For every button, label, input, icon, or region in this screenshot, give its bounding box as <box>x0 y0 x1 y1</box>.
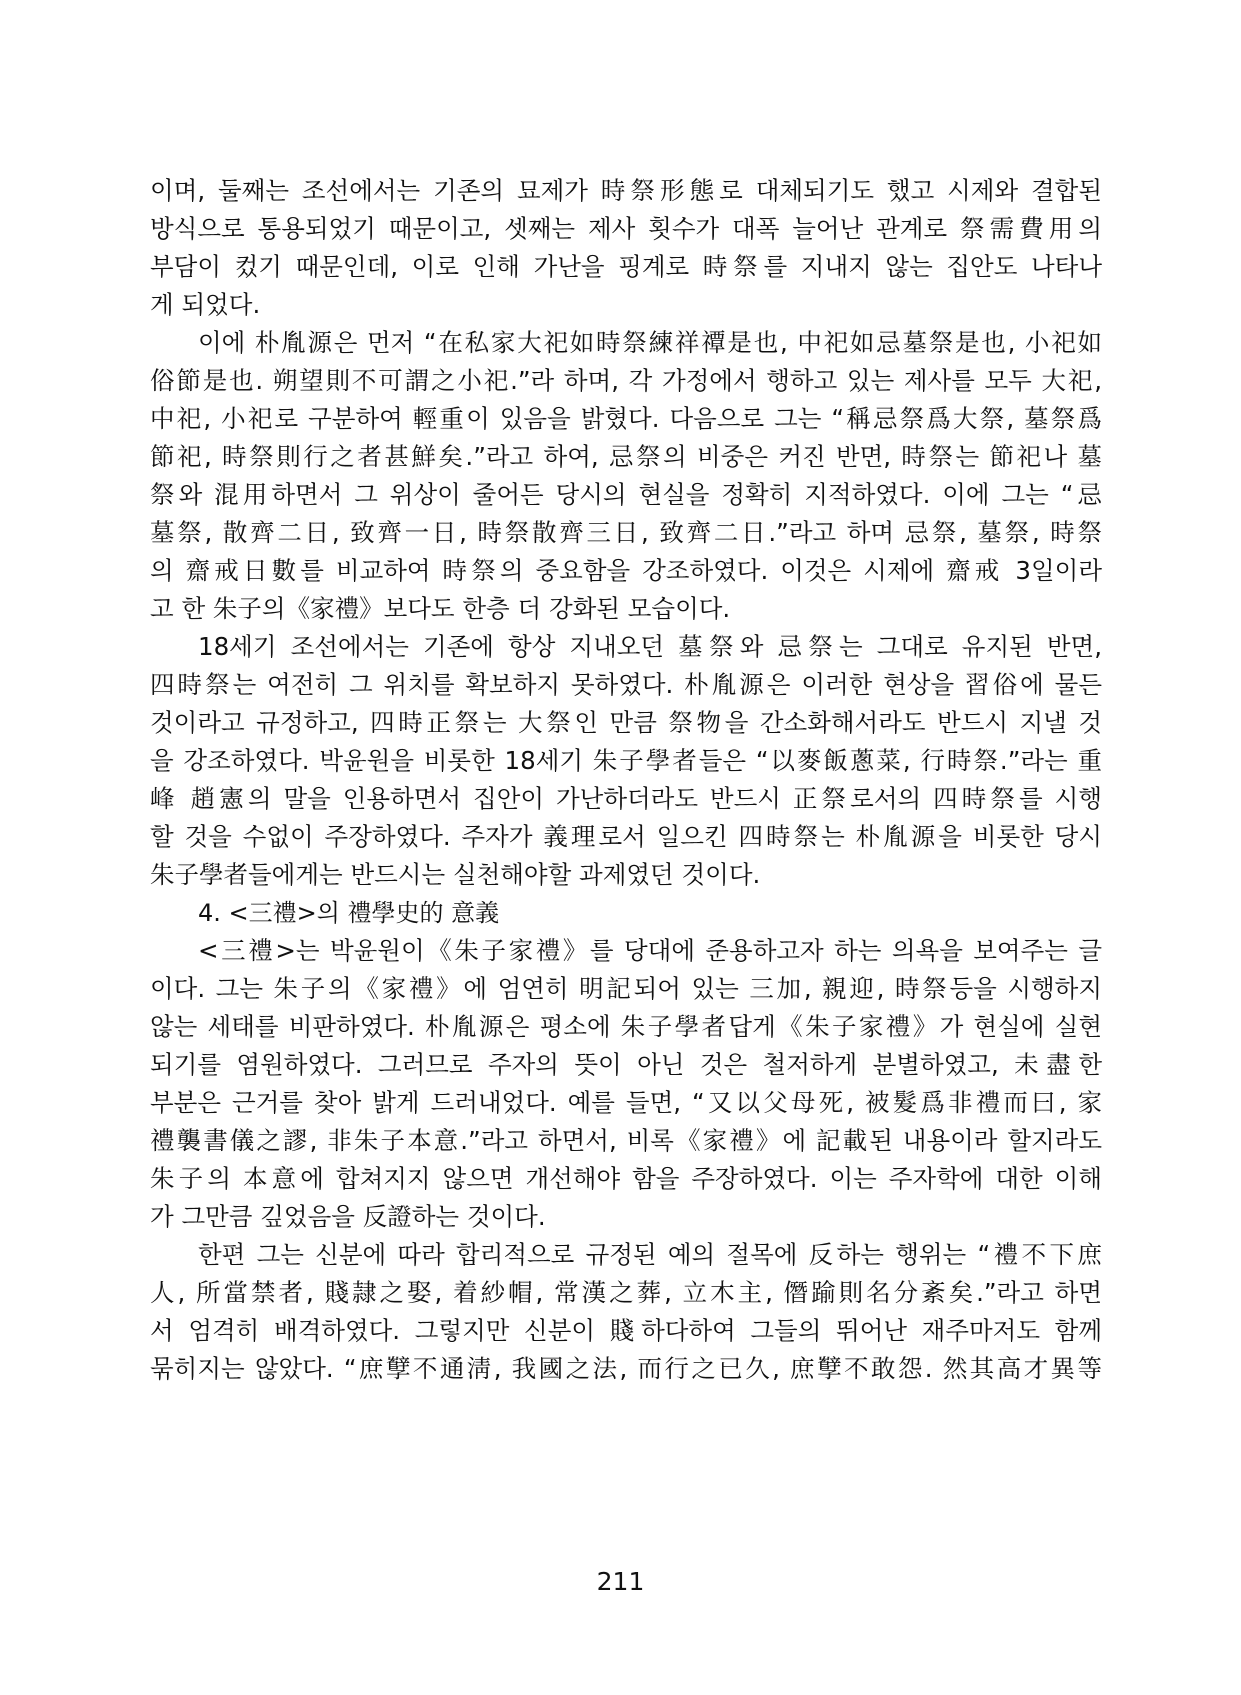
text-line: 않는 세태를 비판하였다. 朴胤源은 평소에 朱子學者답게《朱子家禮》가 현실에 실현 <box>150 1012 1102 1041</box>
text-line: 이다. 그는 朱子의《家禮》에 엄연히 明記되어 있는 三加, 親迎, 時祭등을 시행하지 <box>150 974 1102 1003</box>
text-line: 節祀, 時祭則行之者甚鮮矣.”라고 하여, 忌祭의 비중은 커진 반면, 時祭는 節祀나 墓 <box>150 442 1102 471</box>
text-line: 俗節是也. 朔望則不可謂之小祀.”라 하며, 각 가정에서 행하고 있는 제사를 모두 大祀, <box>150 366 1102 395</box>
document-body <box>150 172 1102 1388</box>
text-line: 것이라고 규정하고, 四時正祭는 大祭인 만큼 祭物을 간소화해서라도 반드시 지낼 것 <box>150 708 1102 737</box>
text-line: 禮襲書儀之謬, 非朱子本意.”라고 하면서, 비록《家禮》에 記載된 내용이라 할지라도 <box>150 1126 1102 1155</box>
text-line: 人, 所當禁者, 賤隷之娶, 着紗帽, 常漢之葬, 立木主, 僭踰則名分紊矣.”라고 하면 <box>150 1278 1102 1307</box>
text-line: 祭와 混用하면서 그 위상이 줄어든 당시의 현실을 정확히 지적하였다. 이에 그는 “忌 <box>150 480 1102 509</box>
text-line: 방식으로 통용되었기 때문이고, 셋째는 제사 횟수가 대폭 늘어난 관계로 祭需費用의 <box>150 214 1102 243</box>
text-line: 朱子學者들에게는 반드시는 실천해야할 과제였던 것이다. <box>150 860 761 889</box>
text-line: 18세기 조선에서는 기존에 항상 지내오던 墓祭와 忌祭는 그대로 유지된 반면, <box>198 632 1102 661</box>
text-line: 中祀, 小祀로 구분하여 輕重이 있음을 밝혔다. 다음으로 그는 “稱忌祭爲大祭, 墓祭爲 <box>150 404 1102 433</box>
text-line: 가 그만큼 깊었음을 反證하는 것이다. <box>150 1202 546 1231</box>
paragraph <box>150 628 1102 894</box>
text-line: 이에 朴胤源은 먼저 “在私家大祀如時祭練祥禫是也, 中祀如忌墓祭是也, 小祀如 <box>198 328 1102 357</box>
text-line: 고 한 朱子의《家禮》보다도 한층 더 강화된 모습이다. <box>150 594 731 623</box>
text-line: 서 엄격히 배격하였다. 그렇지만 신분이 賤하다하여 그들의 뛰어난 재주마저도 함께 <box>150 1316 1102 1345</box>
text-line: 묶히지는 않았다. “庶孼不通淸, 我國之法, 而行之已久, 庶孼不敢怨. 然其高才異等 <box>150 1354 1102 1383</box>
paragraph <box>150 1236 1102 1388</box>
text-line: 墓祭, 散齊二日, 致齊一日, 時祭散齊三日, 致齊二日.”라고 하며 忌祭, 墓祭, 時祭 <box>150 518 1102 547</box>
text-line: 을 강조하였다. 박윤원을 비롯한 18세기 朱子學者들은 “以麥飯蔥菜, 行時祭.”라는 重 <box>150 746 1102 775</box>
text-line: 朱子의 本意에 합쳐지지 않으면 개선해야 함을 주장하였다. 이는 주자학에 대한 이해 <box>150 1164 1102 1193</box>
text-line: 부담이 컸기 때문인데, 이로 인해 가난을 핑계로 時祭를 지내지 않는 집안도 나타나 <box>150 252 1102 281</box>
paragraph <box>150 172 1102 324</box>
text-line: 한편 그는 신분에 따라 합리적으로 규정된 예의 절목에 反하는 행위는 “禮不下庶 <box>198 1240 1102 1269</box>
paragraph <box>150 932 1102 1236</box>
text-line: 峰 趙憲의 말을 인용하면서 집안이 가난하더라도 반드시 正祭로서의 四時祭를 시행 <box>150 784 1102 813</box>
paragraph <box>150 324 1102 628</box>
text-line: 이며, 둘째는 조선에서는 기존의 묘제가 時祭形態로 대체되기도 했고 시제와 결합된 <box>150 176 1102 205</box>
text-line: 되기를 염원하였다. 그러므로 주자의 뜻이 아닌 것은 철저하게 분별하였고, 未盡한 <box>150 1050 1102 1079</box>
text-line: 四時祭는 여전히 그 위치를 확보하지 못하였다. 朴胤源은 이러한 현상을 習俗에 물든 <box>150 670 1102 699</box>
text-line: 할 것을 수없이 주장하였다. 주자가 義理로서 일으킨 四時祭는 朴胤源을 비롯한 당시 <box>150 822 1102 851</box>
text-line: <三禮>는 박윤원이《朱子家禮》를 당대에 준용하고자 하는 의욕을 보여주는 글 <box>198 936 1102 965</box>
text-line: 의 齋戒日數를 비교하여 時祭의 중요함을 강조하였다. 이것은 시제에 齋戒 3일이라 <box>150 556 1102 585</box>
text-line: 부분은 근거를 찾아 밝게 드러내었다. 예를 들면, “又以父母死, 被髮爲非禮而曰, 家 <box>150 1088 1102 1117</box>
section-heading: 4. <三禮>의 禮學史的 意義 <box>198 899 500 927</box>
text-line: 게 되었다. <box>150 290 261 319</box>
page-number: 211 <box>596 1567 645 1596</box>
